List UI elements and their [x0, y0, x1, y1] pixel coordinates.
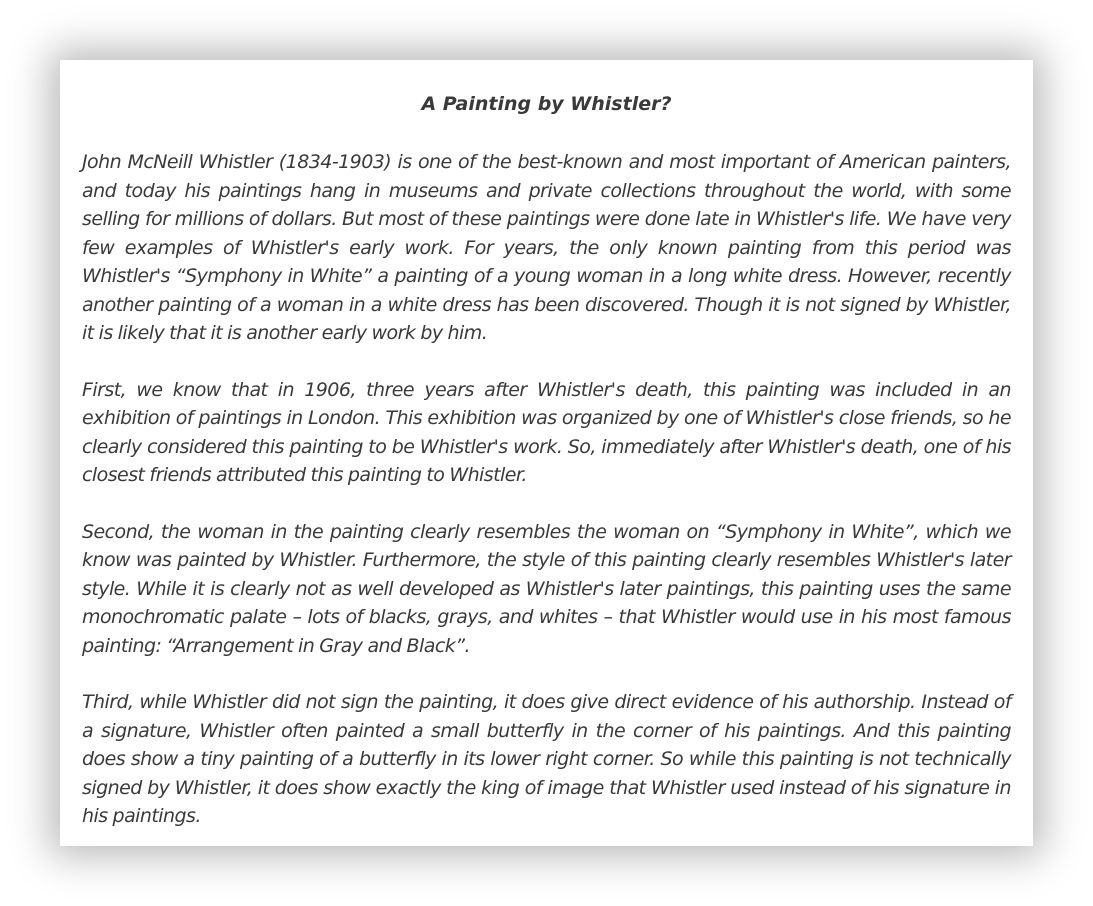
paragraph-first-argument: First, we know that in 1906, three years after Whistler's death, this painting was included in an exhibition of paintings in London. This exhibition was organized by one of Whistler's close friends, so he clearly considered this painting to be Whistler's work. So, immediately after Whistler's death, one of his closest friends attributed this painting to Whistler. — [82, 378, 1011, 486]
paragraph-intro: John McNeill Whistler (1834-1903) is one of the best-known and most important of American painters, and today his paintings hang in museums and private collections throughout the world, with some selling for millions of dollars. But most of these paintings were done late in Whistler's life. We have very few examples of Whistler's early work. For years, the only known painting from this period was Whistler's “Symphony in White” a painting of a young woman in a long white dress. However, recently another painting of a woman in a white dress has been discovered. Though it is not signed by Whistler, it is likely that it is another early work by him. — [82, 151, 1011, 344]
paragraph-third-argument: Third, while Whistler did not sign the painting, it does give direct evidence of his authorship. Instead of a signature, Whistler often painted a small butterfly in the corner of his paintings. And this painting does show a tiny painting of a butterfly in its lower right corner. So while this painting is not technically signed by Whistler, it does show exactly the king of image that Whistler used instead of his signature in his paintings. — [82, 691, 1011, 827]
passage-title: A Painting by Whistler? — [421, 93, 672, 115]
reading-passage-card — [60, 60, 1033, 846]
paragraph-second-argument: Second, the woman in the painting clearly resembles the woman on “Symphony in White”, which we know was painted by Whistler. Furthermore, the style of this painting clearly resembles Whistler's later style. While it is clearly not as well developed as Whistler's later paintings, this painting uses the same monochromatic palate – lots of blacks, grays, and whites – that Whistler would use in his most famous painting: “Arrangement in Gray and Black”. — [82, 520, 1011, 657]
